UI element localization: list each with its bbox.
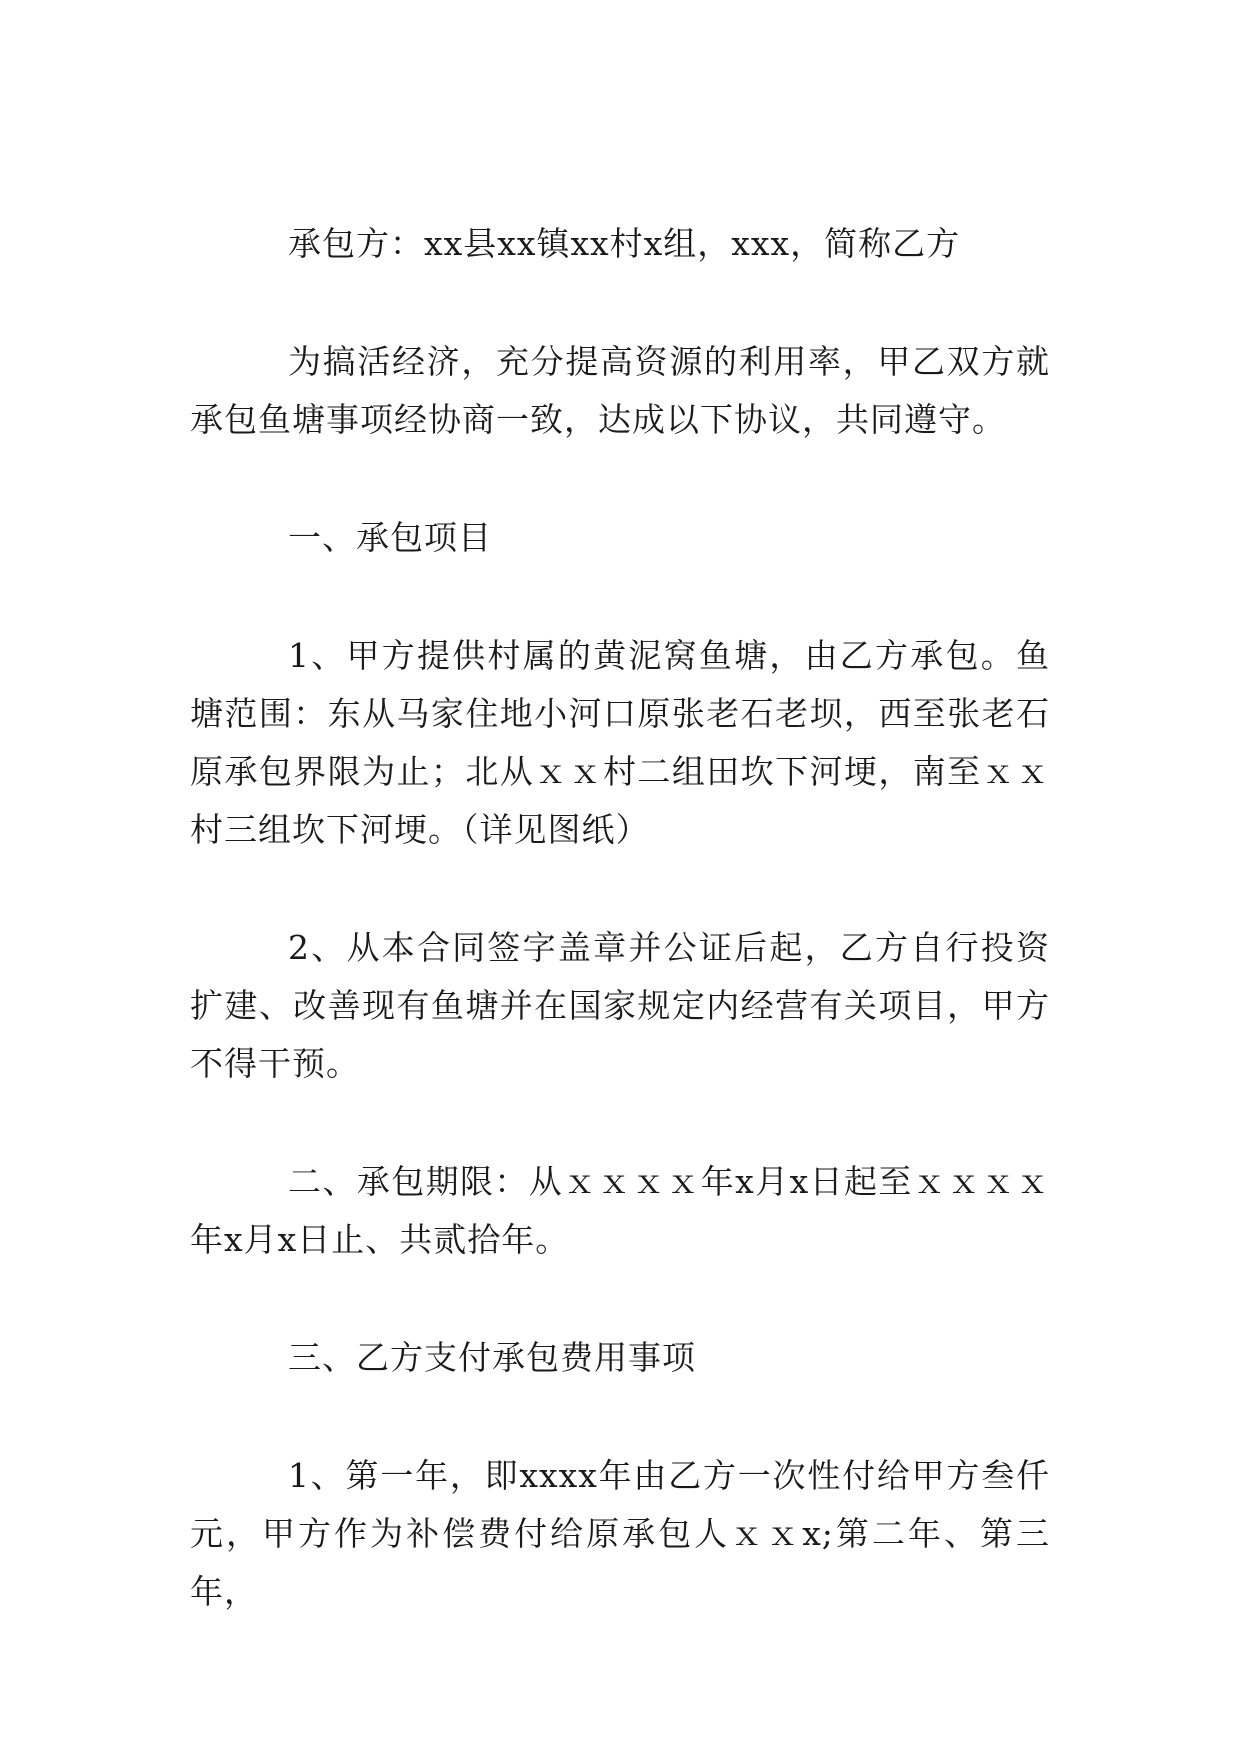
section-heading-term: 二、承包期限：从ｘｘｘｘ年x月x日起至ｘｘｘｘ年x月x日止、共贰拾年。 [190,1162,1050,1259]
paragraph-contractor: 承包方：xx县xx镇xx村x组，xxx，简称乙方 [288,224,961,263]
paragraph-preamble: 为搞活经济，充分提高资源的利用率，甲乙双方就承包鱼塘事项经协商一致，达成以下协议，共同遵守。 [190,342,1050,439]
document-page [190,215,1050,1621]
paragraph-fees-1: 1、第一年，即xxxx年由乙方一次性付给甲方叁仟元，甲方作为补偿费付给原承包人ｘｘx;第二年、第三年， [190,1456,1050,1611]
paragraph-project-1: 1、甲方提供村属的黄泥窝鱼塘，由乙方承包。鱼塘范围：东从马家住地小河口原张老石老坝，西至张老石原承包界限为止；北从ｘｘ村二组田坎下河埂，南至ｘｘ村三组坎下河埂。（详见图纸） [190,636,1050,849]
section-heading-fees: 三、乙方支付承包费用事项 [288,1338,696,1377]
paragraph-project-2: 2、从本合同签字盖章并公证后起，乙方自行投资扩建、改善现有鱼塘并在国家规定内经营有关项目，甲方不得干预。 [190,928,1050,1083]
section-heading-project: 一、承包项目 [288,518,492,557]
